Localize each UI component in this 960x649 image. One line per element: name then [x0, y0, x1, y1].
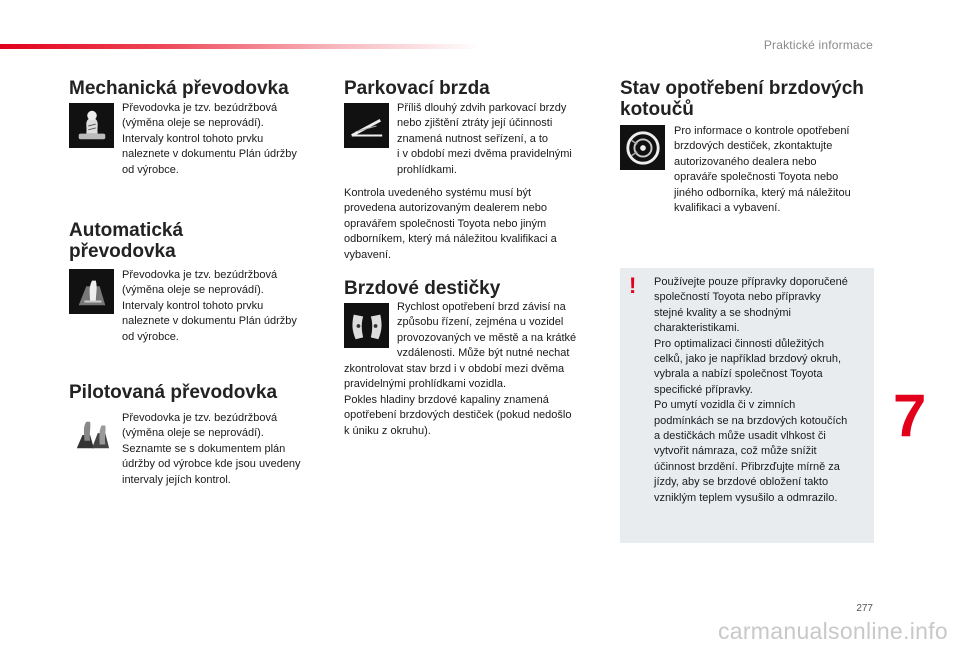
parking-brake-text-continued: Kontrola uvedeného systému musí být provedena autorizovaným dealerem nebo opravářem společnosti Toyota nebo jiným odborníkem, který má náležitou kvalifikaci a vybavení. [344, 187, 557, 261]
page-number: 277 [856, 603, 873, 614]
warning-text: Používejte pouze přípravky doporučené společností Toyota nebo přípravky stejné kvality a se shodnými charakteristikami. Pro optimalizaci činnosti důležitých celků, jako je například brzdový okruh, vybrala a nabízí společnost Toyota specifické přípravky. Po umytí vozidla či v zimních podmínkách se na brzdových kotoučích a destičkách může usadit vlhkost či vytvořit námraza, což může snížit účinnost brzdění. Přibrzďujte mírně za jízdy, aby se brzdové obložení takto vzniklým teplem vysušilo a odmrazilo. [654, 276, 848, 504]
parking-brake-text: Příliš dlouhý zdvih parkovací brzdy nebo zjištění ztráty její účinnosti znamená nutnost seřízení, a to i v období mezi dvěma pravidelnými prohlídkami. [397, 102, 572, 176]
brake-disc-wear-title: Stav opotřebení brzdových kotoučů [620, 78, 864, 120]
chapter-number: 7 [893, 382, 927, 449]
automatic-gearshift-icon [69, 269, 114, 314]
warning-icon: ! [629, 273, 637, 298]
brake-disc-icon [620, 125, 665, 170]
header-accent-bar [0, 44, 480, 49]
automatic-gearbox-title: Automatická převodovka [69, 220, 184, 262]
brake-pads-icon [344, 303, 389, 348]
brake-disc-wear-text: Pro informace o kontrole opotřebení brzdových destiček, zkontaktujte autorizovaného dealera nebo opraváře společnosti Toyota nebo jiného odborníka, který má náležitou kvalifikaci a vybavení. [674, 125, 851, 215]
brake-pads-text-continued: zkontrolovat stav brzd i v období mezi dvěma pravidelnými prohlídkami vozidla. Pokles hladiny brzdové kapaliny znamená opotřebení brzdových destiček (pokud nedošlo k úniku z okruhu). [344, 363, 572, 437]
mechanical-gearbox-title: Mechanická převodovka [69, 78, 289, 99]
piloted-gearbox-icon [69, 412, 114, 457]
parking-brake-title: Parkovací brzda [344, 78, 490, 99]
parking-brake-icon [344, 103, 389, 148]
automatic-gearbox-text: Převodovka je tzv. bezúdržbová (výměna oleje se neprovádí). Intervaly kontrol tohoto prvku naleznete v dokumentu Plán údržby od výrobce. [122, 269, 297, 343]
watermark: carmanualsonline.info [717, 618, 948, 644]
manual-gearshift-icon [69, 103, 114, 148]
piloted-gearbox-text: Převodovka je tzv. bezúdržbová (výměna oleje se neprovádí). Seznamte se s dokumentem plán údržby od výrobce kde jsou uvedeny intervaly jejích kontrol. [122, 412, 301, 486]
brake-pads-text: Rychlost opotřebení brzd závisí na způsobu řízení, zejména u vozidel provozovaných ve městě a na krátké vzdálenosti. Může být nutné nechat [397, 301, 577, 360]
brake-pads-title: Brzdové destičky [344, 278, 501, 299]
mechanical-gearbox-text: Převodovka je tzv. bezúdržbová (výměna oleje se neprovádí). Intervaly kontrol tohoto prvku naleznete v dokumentu Plán údržby od výrobce. [122, 102, 297, 176]
section-title: Praktické informace [763, 38, 873, 52]
piloted-gearbox-title: Pilotovaná převodovka [69, 382, 278, 403]
